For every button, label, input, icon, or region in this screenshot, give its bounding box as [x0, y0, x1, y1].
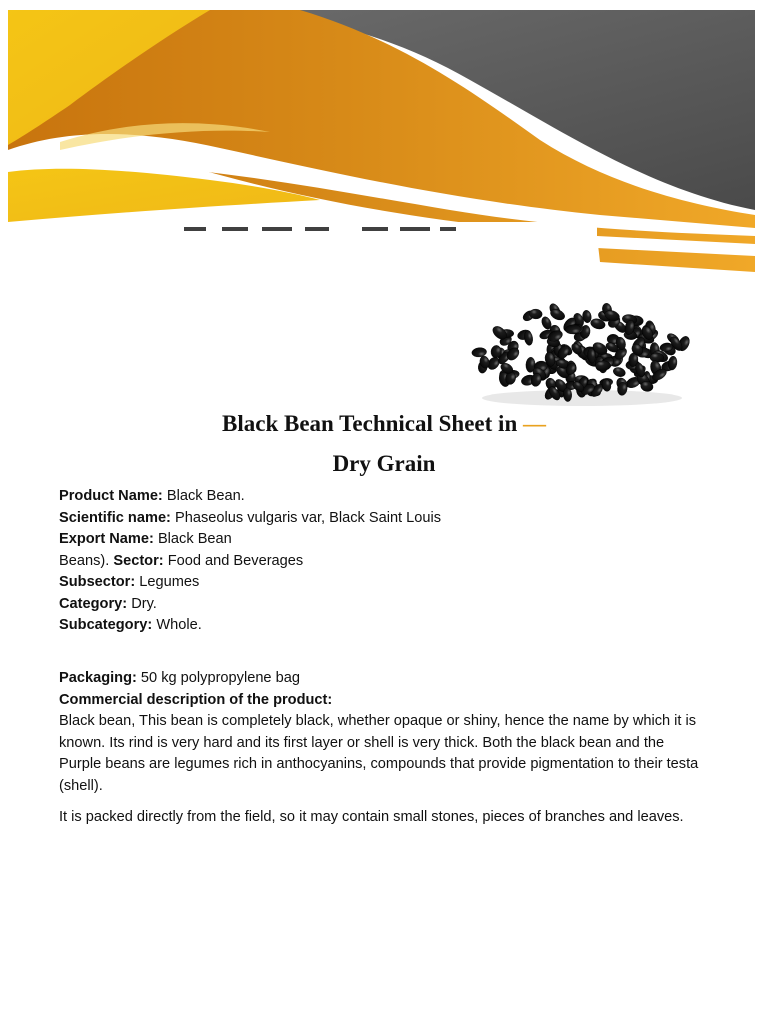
- description-section: [59, 668, 709, 839]
- product-fields: [59, 486, 709, 637]
- packaging-row: Packaging: 50 kg polypropylene bag: [59, 670, 300, 686]
- black-beans-image: [462, 300, 702, 415]
- export-name-row: Export Name: Black Bean: [59, 531, 232, 547]
- product-name-row: Product Name: Black Bean.: [59, 488, 245, 504]
- scientific-name-row: Scientific name: Phaseolus vulgaris var, Black Saint Louis: [59, 509, 442, 526]
- title-line-1: Black Bean Technical Sheet in: [222, 411, 518, 436]
- description-paragraph-1: Black bean, This bean is completely black, whether opaque or shiny, hence the name by which it is known. Its rind is very hard and its first layer or shell is very thick. Both the black bean and the Purple beans are legumes rich in anthocyanins, compounds that provide pigmentation to their testa (shell).: [59, 713, 699, 794]
- subsector-row: Subsector: Legumes: [59, 574, 200, 590]
- commercial-description-heading: Commercial description of the product:: [59, 691, 333, 708]
- document-title: [0, 411, 768, 437]
- title-dash: —: [522, 411, 546, 436]
- document-subtitle: Dry Grain: [332, 451, 436, 476]
- description-paragraph-2: It is packed directly from the field, so it may contain small stones, pieces of branches and leaves.: [59, 809, 684, 825]
- sector-row: Beans). Sector: Food and Beverages: [59, 552, 304, 569]
- header-wave-banner: [0, 0, 768, 280]
- category-row: Category: Dry.: [59, 595, 157, 612]
- subcategory-row: Subcategory: Whole.: [59, 617, 202, 633]
